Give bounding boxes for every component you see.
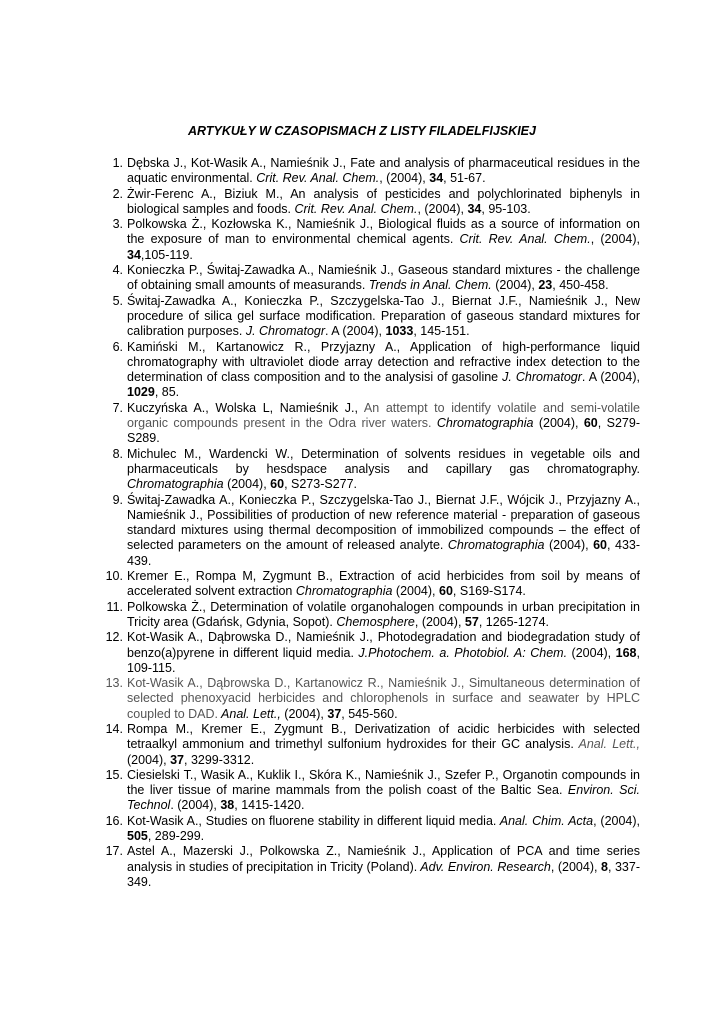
reference-year: (2004),: [544, 538, 594, 553]
reference-journal: Adv. Environ. Research: [417, 859, 551, 874]
reference-item: [105, 721, 640, 768]
reference-pages: ,105-119.: [140, 247, 193, 262]
reference-journal: Chromatographia: [443, 538, 545, 553]
reference-authors: Rompa M., Kremer E., Zygmunt B.,: [127, 721, 347, 736]
reference-year: . A (2004),: [325, 324, 386, 339]
reference-title: Extraction of acid herbicides from soil by means of accelerated solvent extraction: [127, 569, 640, 599]
reference-title: Simultaneous determination of selected phenoxyacid herbicides and chlorophenols in surface and seawater by HPLC coupled to DAD.: [127, 676, 640, 721]
reference-volume: 23: [538, 278, 553, 293]
reference-pages: , 3299-3312.: [184, 752, 255, 767]
reference-volume: 60: [439, 584, 453, 599]
reference-number: 12.: [105, 630, 123, 645]
reference-journal: Chromatographia: [127, 477, 224, 492]
reference-pages: , 145-151.: [413, 324, 470, 339]
reference-journal: J. Chromatogr: [242, 324, 326, 339]
reference-year: , (2004),: [414, 614, 465, 629]
reference-number: 15.: [105, 767, 123, 782]
reference-item: [106, 599, 640, 631]
reference-number: 2.: [112, 186, 123, 201]
reference-volume: 505: [127, 829, 148, 844]
reference-volume: 168: [615, 645, 637, 660]
reference-title: Derivatization of acidic herbicides with selected tetraalkyl ammonium and trimethyl sulfonium hydroxides for their GC analysis.: [127, 721, 640, 752]
reference-journal: Trends in Anal. Chem.: [365, 278, 492, 293]
reference-year: . (2004),: [170, 798, 221, 813]
reference-journal: J.Photochem. a. Photobiol. A: Chem.: [353, 645, 568, 660]
reference-pages: , 95-103.: [481, 201, 531, 216]
reference-authors: Kot-Wasik A., Dąbrowska D., Namieśnik J.,: [127, 630, 373, 645]
reference-year: , (2004),: [417, 201, 468, 216]
reference-pages: , 337-349.: [127, 859, 640, 889]
reference-authors: Kremer E., Rompa M, Zygmunt B.,: [127, 569, 333, 584]
reference-authors: Konieczka P., Świtaj-Zawadka A., Namieśnik J.,: [127, 263, 394, 278]
reference-item: [112, 186, 640, 218]
reference-year: (2004),: [567, 645, 616, 660]
reference-pages: , 450-458.: [552, 278, 609, 293]
reference-pages: , 1265-1274.: [478, 614, 550, 629]
reference-journal: Crit. Rev. Anal. Chem.: [453, 232, 591, 247]
reference-number: 1.: [112, 156, 123, 170]
reference-pages: , S169-S174.: [452, 584, 526, 599]
reference-volume: 34: [467, 201, 482, 216]
reference-title: An attempt to identify volatile and semi-volatile organic compounds present in the Odra river waters.: [127, 400, 641, 431]
reference-number: 4.: [112, 263, 123, 278]
reference-authors: Ciesielski T., Wasik A., Kuklik I., Skóra K., Namieśnik J., Szefer P.,: [127, 767, 499, 782]
reference-volume: 38: [220, 798, 235, 813]
reference-journal: Crit. Rev. Anal. Chem.: [252, 171, 380, 186]
reference-pages: , 1415-1420.: [234, 798, 305, 813]
reference-year: (2004),: [533, 416, 584, 431]
reference-volume: 37: [170, 752, 184, 767]
reference-journal: Anal. Chim. Acta: [496, 813, 594, 828]
reference-pages: , 289-299.: [147, 829, 205, 844]
reference-volume: 60: [583, 416, 598, 431]
reference-number: 5.: [112, 293, 123, 308]
reference-volume: 34: [429, 171, 444, 186]
reference-authors: Świtaj-Zawadka A., Konieczka P., Szczygelska-Tao J., Biernat J.F., Namieśnik J.,: [127, 293, 608, 308]
reference-journal: Crit. Rev. Anal. Chem.: [291, 201, 418, 216]
reference-item: [112, 156, 640, 187]
reference-item: [105, 630, 640, 676]
reference-item: [112, 339, 641, 401]
reference-item: [105, 813, 641, 845]
reference-volume: 60: [593, 538, 608, 553]
reference-item: [105, 676, 640, 722]
reference-title: Studies on fluorene stability in different liquid media.: [201, 813, 497, 828]
reference-authors: Kamiński M., Kartanowicz R., Przyjazny A.,: [127, 339, 401, 354]
reference-volume: 34: [127, 247, 141, 262]
reference-number: 6.: [112, 339, 123, 354]
reference-number: 9.: [112, 492, 123, 507]
reference-item: [112, 492, 641, 569]
reference-item: [112, 293, 640, 340]
reference-item: [105, 767, 640, 814]
reference-journal: Environ. Sci. Technol: [127, 783, 640, 813]
reference-authors: Polkowska Ż.,: [127, 599, 206, 614]
reference-title: Organotin compounds in the liver tissue of marine mammals from the polish coast of the Baltic Sea.: [127, 767, 640, 798]
reference-volume: 1029: [127, 385, 155, 400]
reference-journal: Anal. Lett.,: [218, 706, 281, 721]
reference-item: [112, 217, 640, 263]
reference-year: , (2004),: [590, 232, 640, 247]
reference-year: (2004),: [223, 477, 271, 492]
reference-title: New procedure of silica gel surface modification. Preparation of gaseous standard mixtures for calibration purposes.: [127, 293, 640, 339]
reference-title: Possibilities of production of new reference material - preparation of gaseous standard mixtures using thermal decomposition of immobilized compounds – the effect of selected parameters on the amount of released analyte.: [127, 507, 640, 553]
reference-pages: , 545-560.: [341, 706, 398, 721]
reference-title: Photodegradation and biodegradation study of benzo(a)pyrene in different liquid media.: [127, 630, 640, 660]
reference-pages: , 51-67.: [443, 171, 486, 186]
reference-journal: Chromatographia: [292, 584, 393, 599]
reference-year: , (2004),: [593, 813, 641, 828]
reference-title: Determination of volatile organohalogen compounds in urban precipitation in Tricity area (Gdańsk, Gdynia, Sopot).: [127, 599, 640, 629]
reference-number: 13.: [105, 676, 123, 691]
reference-year: (2004),: [127, 752, 171, 767]
reference-number: 11.: [106, 599, 123, 614]
reference-item: [105, 844, 640, 890]
reference-authors: Kuczyńska A., Wolska L, Namieśnik J.,: [127, 400, 358, 415]
reference-title: An analysis of pesticides and polychlorinated biphenyls in biological samples and foods.: [127, 186, 640, 216]
reference-authors: Polkowska Ż., Kozłowska K., Namieśnik J.,: [127, 217, 374, 232]
reference-item: [105, 569, 640, 600]
reference-title: Biological fluids as a source of information on the exposure of man to environmental chemical agents.: [127, 217, 640, 247]
reference-authors: Dębska J., Kot-Wasik A., Namieśnik J.,: [127, 156, 347, 170]
reference-authors: Żwir-Ferenc A., Biziuk M.,: [127, 186, 283, 201]
reference-list: [105, 156, 641, 890]
page-title: ARTYKUŁY W CZASOPISMACH Z LISTY FILADELFIJSKIEJ: [188, 124, 536, 138]
reference-title: Gaseous standard mixtures - the challenge of obtaining small amounts of measurands.: [127, 263, 641, 293]
reference-number: 8.: [112, 446, 123, 461]
reference-title: Application of PCA and time series analysis in studies of precipitation in Tricity (Poland).: [127, 844, 640, 874]
reference-year: (2004),: [280, 706, 328, 721]
reference-number: 17.: [105, 844, 123, 859]
reference-volume: 37: [327, 706, 342, 721]
reference-pages: , 109-115.: [127, 645, 640, 675]
reference-journal: Anal. Lett.,: [573, 737, 640, 752]
reference-volume: 60: [270, 477, 285, 492]
reference-pages: , 433-439.: [127, 538, 641, 568]
reference-volume: 57: [464, 614, 479, 629]
reference-item: [112, 446, 640, 493]
reference-number: 10.: [105, 569, 123, 584]
reference-authors: Kot-Wasik A., Dąbrowska D., Kartanowicz R., Namieśnik J.,: [127, 676, 465, 691]
reference-year: , (2004),: [379, 171, 430, 186]
reference-journal: J. Chromatogr: [498, 370, 582, 385]
reference-authors: Świtaj-Zawadka A., Konieczka P., Szczygelska-Tao J., Biernat J.F., Wójcik J., Przyjazny A., Namieśnik J.,: [127, 492, 640, 522]
reference-number: 16.: [105, 813, 123, 828]
reference-authors: Kot-Wasik A.,: [127, 813, 202, 828]
reference-year: , (2004),: [550, 859, 601, 874]
reference-authors: Michulec M., Wardencki W.,: [127, 446, 294, 461]
reference-journal: Chromatographia: [431, 416, 534, 431]
reference-year: (2004),: [392, 584, 439, 599]
reference-pages: , S279-S289.: [127, 416, 640, 446]
reference-year: . A (2004),: [581, 370, 641, 385]
reference-pages: , S273-S277.: [284, 477, 358, 492]
reference-year: (2004),: [491, 278, 539, 293]
reference-authors: Astel A., Mazerski J., Polkowska Z., Namieśnik J.,: [127, 844, 426, 859]
reference-journal: Chemosphere: [332, 614, 415, 629]
reference-item: [112, 400, 641, 447]
reference-title: Determination of solvents residues in vegetable oils and pharmaceuticals by hesdspace analysis and capillary gas chromatography.: [127, 446, 640, 476]
reference-number: 3.: [112, 217, 123, 232]
reference-title: Application of high-performance liquid chromatography with ultraviolet diode array detection and refractive index detection to the determination of class composition and to the analysisi of gasoline: [127, 339, 640, 385]
reference-volume: 1033: [385, 324, 414, 339]
reference-volume: 8: [601, 859, 608, 874]
reference-item: [112, 263, 641, 294]
reference-title: Fate and analysis of pharmaceutical residues in the aquatic environmental.: [127, 156, 640, 186]
reference-number: 7.: [112, 400, 123, 415]
reference-pages: , 85.: [154, 385, 180, 400]
reference-number: 14.: [105, 721, 123, 736]
